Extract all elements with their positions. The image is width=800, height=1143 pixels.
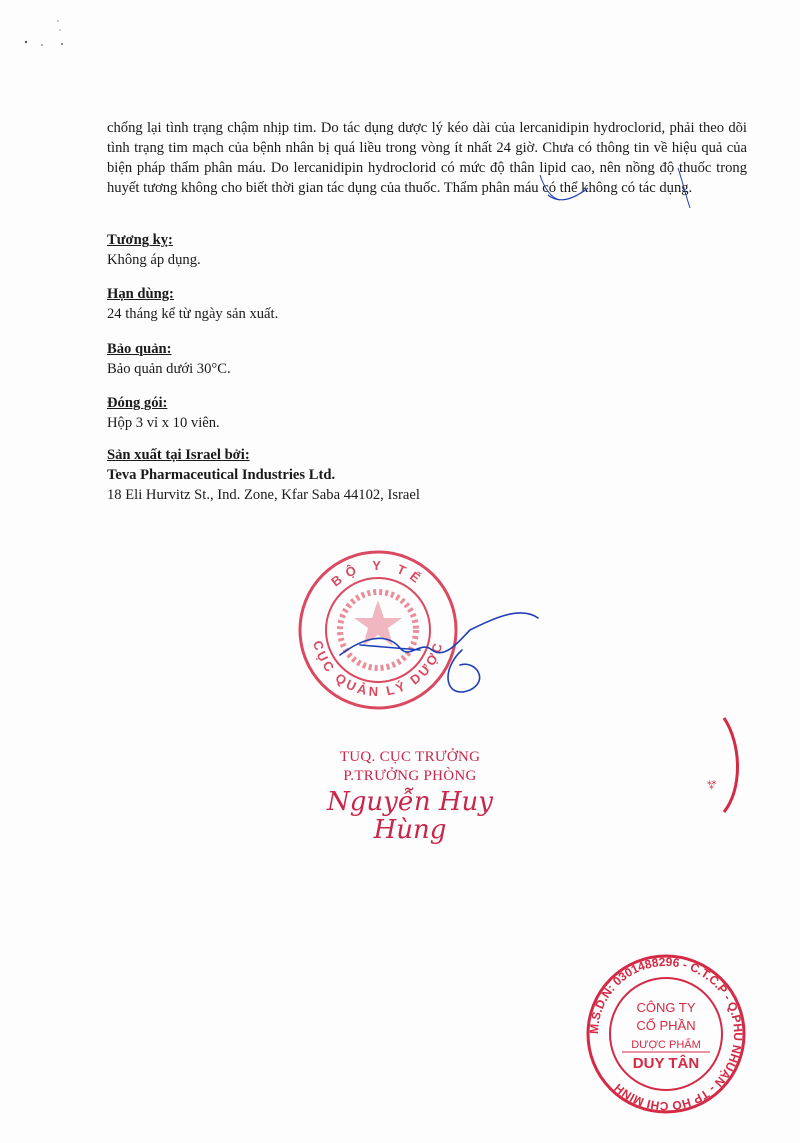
company-stamp-ring: M.S.D.N: 0301488296 - C.T.C.P - Q.PHÚ NHUẬN - TP HỒ CHÍ MINH: [586, 954, 746, 1114]
svg-text:⁂: ⁂: [705, 777, 720, 792]
manufacturer-address: 18 Eli Hurvitz St., Ind. Zone, Kfar Saba 44102, Israel: [107, 487, 420, 503]
approval-title-1: TUQ. CỤC TRƯỞNG: [339, 749, 481, 765]
approval-signer: Nguyễn Huy Hùng: [327, 787, 493, 845]
approval-title-2: P.TRƯỞNG PHÒNG: [343, 768, 477, 784]
storage-text: Bảo quản dưới 30°C.: [107, 361, 231, 377]
storage-heading: Bảo quản:: [107, 341, 172, 357]
company-stamp-line4: DUY TÂN: [632, 1055, 700, 1072]
expiry-heading: Hạn dùng:: [107, 286, 174, 302]
company-stamp-line3: DƯỢC PHẨM: [631, 1039, 701, 1051]
ministry-stamp-bottom: CỤC QUẢN LÝ DƯỢC: [309, 638, 447, 700]
compatibility-heading: Tương kỵ:: [107, 232, 173, 248]
packaging-text: Hộp 3 vỉ x 10 viên.: [107, 415, 220, 431]
compatibility-text: Không áp dụng.: [107, 252, 201, 268]
company-stamp-line1: CÔNG TY: [636, 1000, 696, 1015]
manufacturer-company: Teva Pharmaceutical Industries Ltd.: [107, 467, 336, 483]
company-stamp-line2: CỔ PHẦN: [636, 1018, 696, 1033]
expiry-text: 24 tháng kể từ ngày sản xuất.: [107, 306, 279, 322]
overdose-paragraph: chống lại tình trạng chậm nhịp tim. Do tác dụng dược lý kéo dài của lercanidipin hydroclorid, phải theo dõi tình trạng tim mạch của bệnh nhân bị quá liều trong vòng ít nhất 24 giờ. Chưa có thông tin về hiệu quả của biện pháp thẩm phân máu. Do lercanidipin hydroclorid có mức độ thân lipid cao, nên nồng độ thuốc trong huyết tương không cho biết thời gian tác dụng của thuốc. Thẩm phân máu có thể không có tác dụng.: [107, 120, 747, 196]
packaging-heading: Đóng gói:: [107, 395, 168, 411]
manufacturer-heading: Sản xuất tại Israel bởi:: [107, 447, 250, 463]
ministry-stamp-top: BỘ Y TẾ: [328, 557, 428, 590]
